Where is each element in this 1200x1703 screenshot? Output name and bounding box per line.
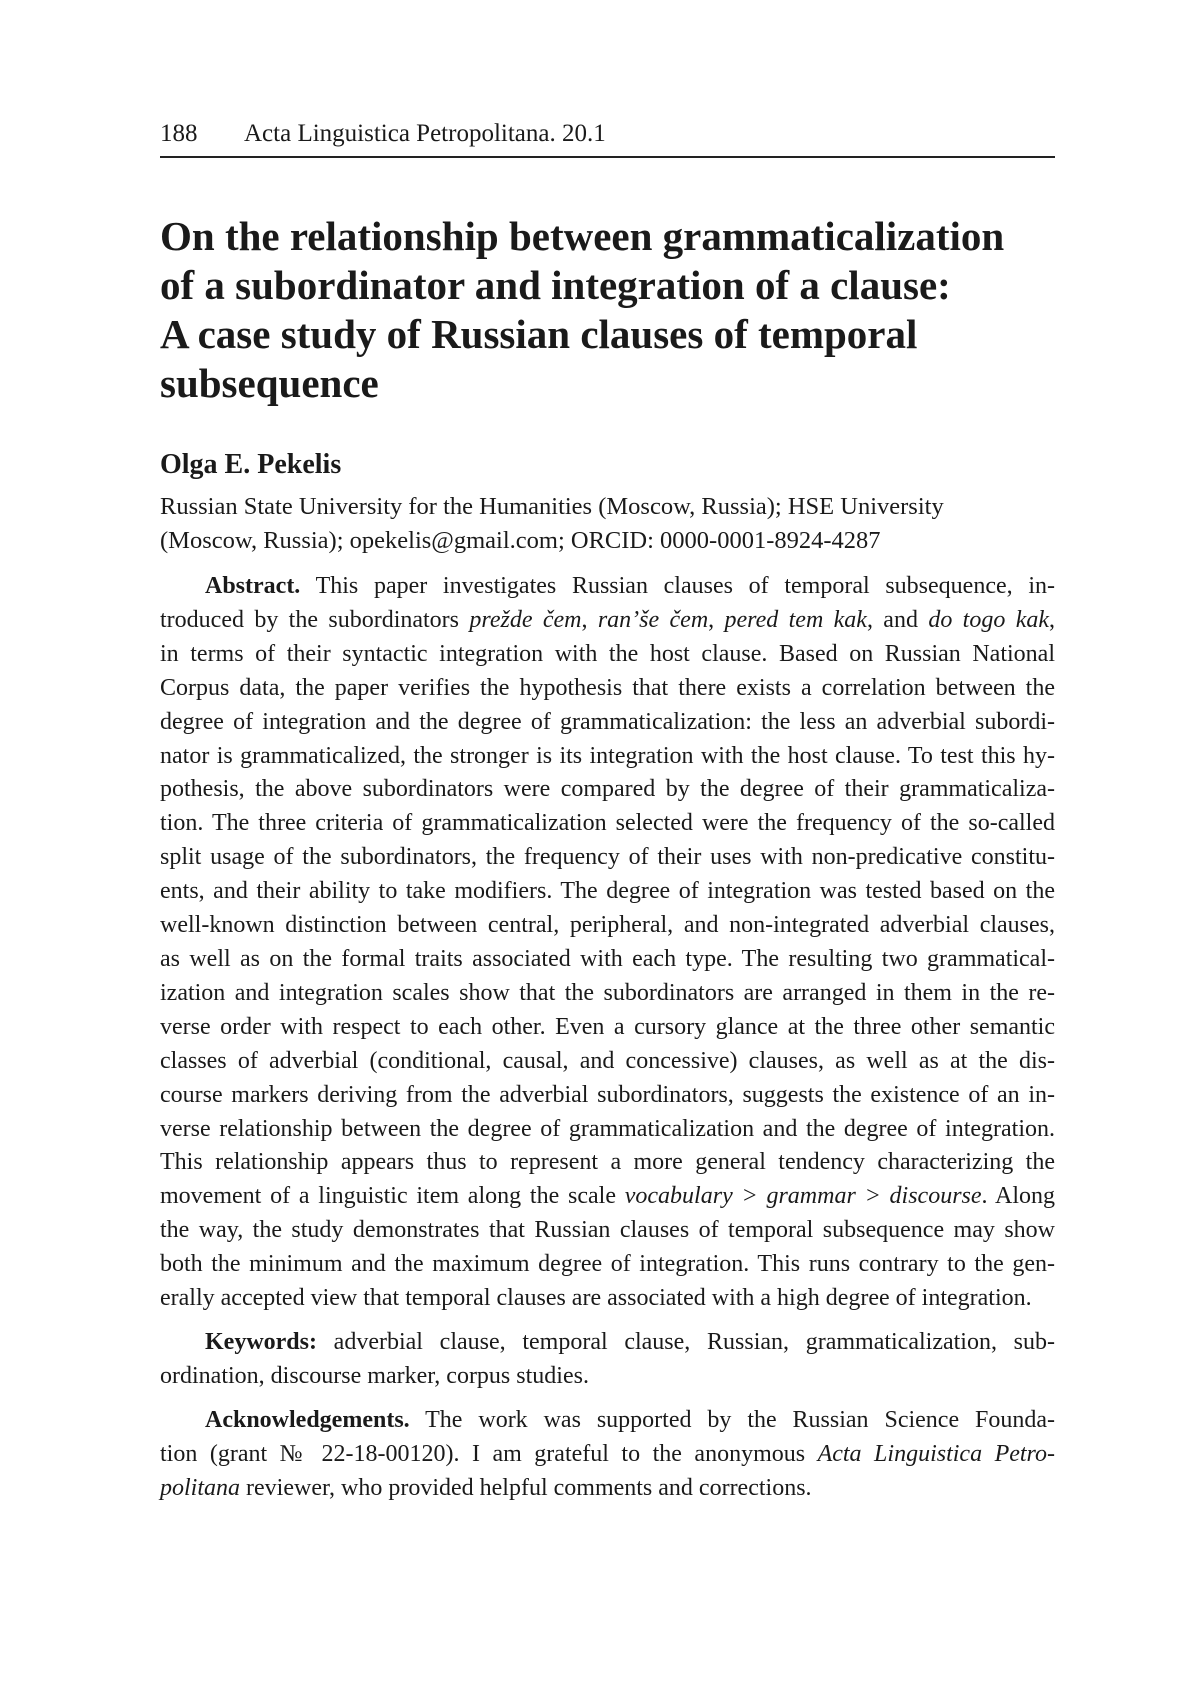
ack-line: tion (grant № 22-18-00120). I am grateful to the anonymous Acta Linguistica Petro- [160,1440,1055,1467]
subordinator-term: do togo kak [928,606,1050,633]
title-line: of a subordinator and integration of a clause: [160,262,951,308]
subordinator-term: ran’še čem [597,606,709,633]
ack-line: politana reviewer, who provided helpful comments and corrections. [160,1474,812,1501]
ack-line: Acknowledgements. The work was supported by the Russian Science Founda- [205,1406,1055,1433]
journal-title-italic: politana [160,1474,241,1501]
paper-page [160,118,1055,1505]
abstract-line: well-known distinction between central, peripheral, and non-integrated adverbial clauses, [160,912,1055,939]
abstract-line: erally accepted view that temporal clauses are associated with a high degree of integration. [160,1285,1032,1312]
abstract-line: in terms of their syntactic integration with the host clause. Based on Russian National [160,640,1055,667]
abstract-line: verse order with respect to each other. Even a cursory glance at the three other semantic [160,1013,1055,1040]
abstract-line: Corpus data, the paper verifies the hypothesis that there exists a correlation between the [160,674,1055,701]
title-line: subsequence [160,360,379,406]
article-title [160,212,1055,408]
abstract-line: classes of adverbial (conditional, causal, and concessive) clauses, as well as at the dis- [160,1047,1055,1074]
affiliation-line: (Moscow, Russia); opekelis@gmail.com; ORCID: 0000-0001-8924-4287 [160,527,881,554]
keywords-line: Keywords: adverbial clause, temporal clause, Russian, grammaticalization, sub- [205,1328,1055,1355]
abstract [160,570,1055,1316]
abstract-line: degree of integration and the degree of grammaticalization: the less an adverbial subordi- [160,708,1055,735]
keywords-label: Keywords: [205,1328,317,1355]
journal-name: Acta Linguistica Petropolitana. 20.1 [244,120,606,147]
subordinator-term: prežde čem [469,606,582,633]
abstract-line: as well as on the formal traits associated with each type. The resulting two grammatical- [160,945,1055,972]
abstract-line: course markers deriving from the adverbial subordinators, suggests the existence of an in- [160,1081,1055,1108]
abstract-label: Abstract. [205,573,301,599]
affiliation-line: Russian State University for the Humanities (Moscow, Russia); HSE University [160,493,944,520]
abstract-line: split usage of the subordinators, the frequency of their uses with non-predicative constitu- [160,844,1055,871]
abstract-line: the way, the study demonstrates that Russian clauses of temporal subsequence may show [160,1217,1055,1244]
abstract-line: Abstract. This paper investigates Russian clauses of temporal subsequence, in- [205,573,1055,599]
ack-label: Acknowledgements. [205,1406,410,1433]
abstract-line: nator is grammaticalized, the stronger is its integration with the host clause. To test this hy- [160,742,1055,769]
abstract-line: This relationship appears thus to represent a more general tendency characterizing the [160,1149,1055,1176]
author-affiliation [160,490,1055,558]
acknowledgements [160,1404,1055,1506]
abstract-line: ization and integration scales show that the subordinators are arranged in them in the re- [160,979,1055,1006]
subordinator-term: pered tem kak [724,606,867,633]
abstract-line: troduced by the subordinators prežde čem, ran’še čem, pered tem kak, and do togo kak, [160,606,1056,633]
abstract-line: pothesis, the above subordinators were compared by the degree of their grammaticaliza- [160,776,1055,803]
page-number: 188 [160,120,198,147]
keywords-line: ordination, discourse marker, corpus studies. [160,1362,589,1389]
abstract-line: tion. The three criteria of grammaticalization selected were the frequency of the so-called [160,810,1055,837]
keywords [160,1326,1055,1394]
running-header [160,118,1055,158]
title-line: A case study of Russian clauses of temporal [160,311,918,357]
abstract-line: both the minimum and the maximum degree of integration. This runs contrary to the gen- [160,1251,1055,1278]
abstract-line: verse relationship between the degree of grammaticalization and the degree of integration. [160,1115,1055,1142]
abstract-line: ents, and their ability to take modifiers. The degree of integration was tested based on the [160,878,1055,905]
title-line: On the relationship between grammaticalization [160,213,1005,259]
author-name: Olga E. Pekelis [160,449,342,480]
journal-title-italic: Acta Linguistica Petro- [817,1440,1055,1467]
scale-term: vocabulary > grammar > discourse [624,1183,982,1210]
abstract-line: movement of a linguistic item along the scale vocabulary > grammar > discourse. Along [160,1183,1055,1210]
